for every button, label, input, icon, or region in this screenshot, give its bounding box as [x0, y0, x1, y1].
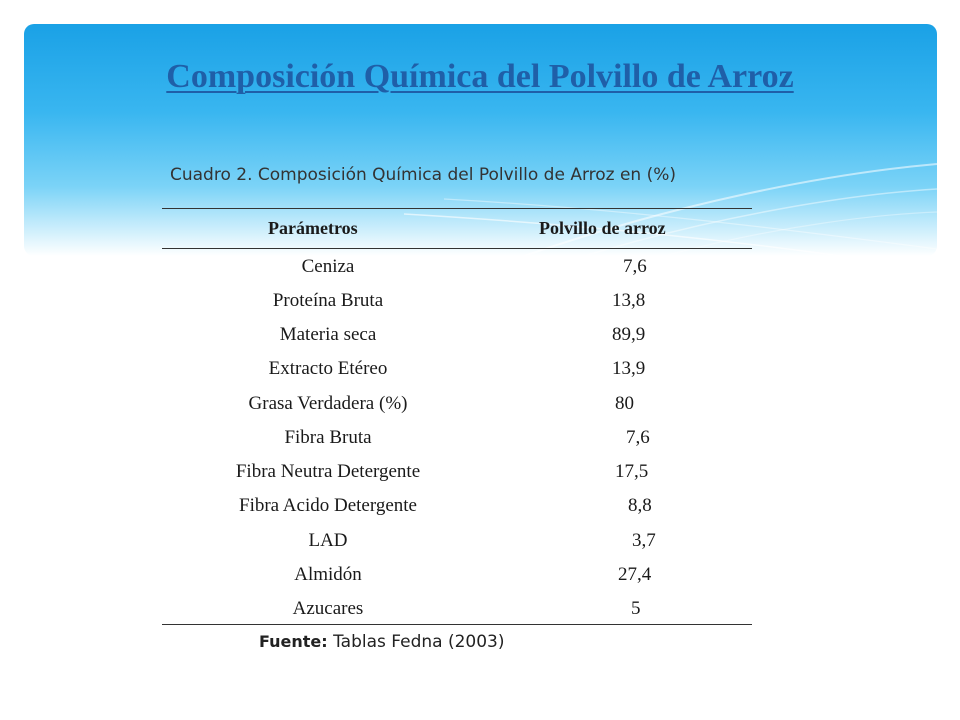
row-valor: 80	[615, 393, 634, 414]
row-parametro: Azucares	[292, 598, 364, 619]
row-parametro: Materia seca	[279, 324, 377, 345]
row-parametro: LAD	[308, 530, 348, 551]
table-source	[259, 632, 504, 652]
row-parametro: Ceniza	[301, 256, 355, 277]
row-valor: 8,8	[628, 495, 652, 516]
row-valor: 27,4	[618, 564, 652, 585]
table-caption: Cuadro 2. Composición Química del Polvillo de Arroz en (%)	[170, 165, 677, 185]
row-valor: 7,6	[623, 256, 647, 277]
source-label: Fuente:	[259, 632, 328, 651]
table-bottom-rule	[162, 624, 752, 625]
row-valor: 13,9	[612, 358, 646, 379]
header-parametros: Parámetros	[268, 218, 358, 238]
row-valor: 13,8	[612, 290, 646, 311]
row-parametro: Grasa Verdadera (%)	[248, 393, 408, 414]
row-valor: 89,9	[612, 324, 646, 345]
row-parametro: Proteína Bruta	[272, 290, 384, 311]
table-header-rule	[162, 248, 752, 249]
source-text: Tablas Fedna (2003)	[333, 632, 505, 652]
row-valor: 17,5	[615, 461, 649, 482]
header-polvillo: Polvillo de arroz	[539, 218, 666, 238]
row-parametro: Fibra Bruta	[284, 427, 372, 448]
table-top-rule	[162, 208, 752, 209]
row-valor: 5	[631, 598, 641, 619]
row-parametro: Extracto Etéreo	[268, 358, 388, 379]
row-parametro: Fibra Acido Detergente	[239, 495, 417, 516]
row-valor: 3,7	[632, 530, 656, 551]
slide-title: Composición Química del Polvillo de Arroz	[166, 58, 794, 95]
row-parametro: Almidón	[294, 564, 362, 585]
row-parametro: Fibra Neutra Detergente	[235, 461, 421, 482]
row-valor: 7,6	[626, 427, 650, 448]
